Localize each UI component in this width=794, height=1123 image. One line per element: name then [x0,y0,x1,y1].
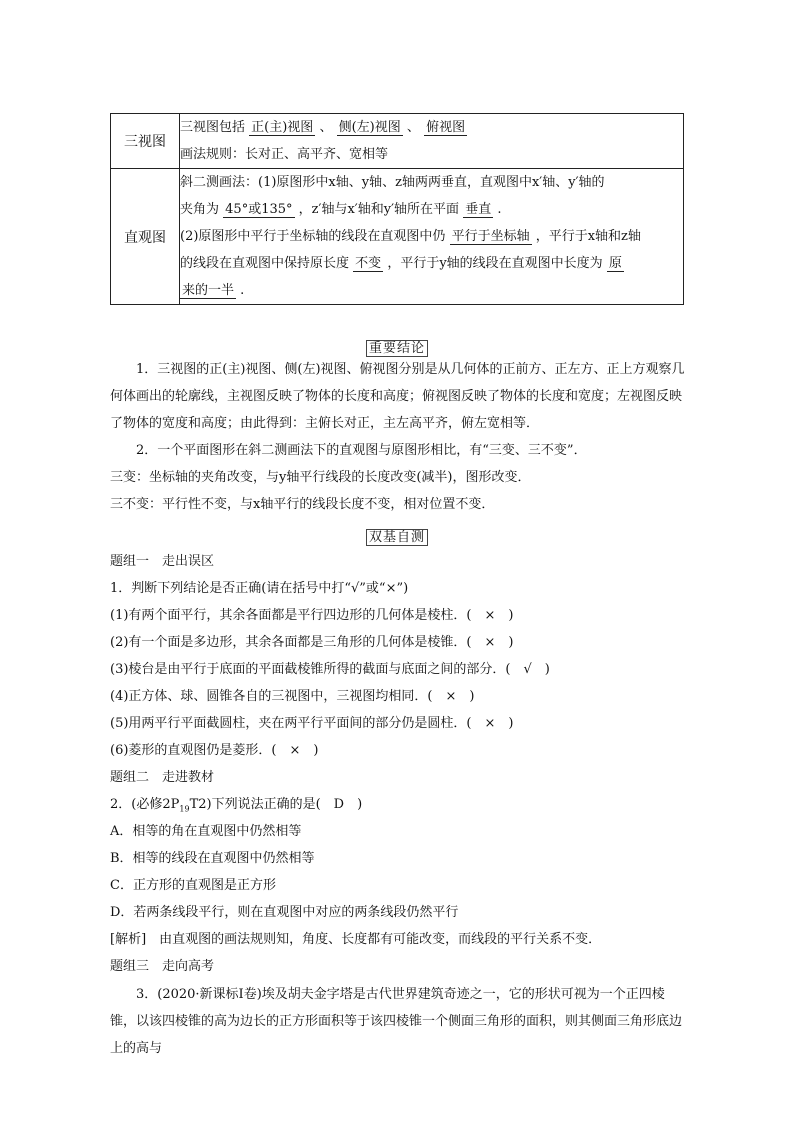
group-title: 题组一 走出误区 [110,554,215,569]
blank-answer: 来的一半 [182,283,235,298]
table-line: 斜二测画法：(1)原图形中x轴、y轴、z轴两两垂直，直观图中x′轴、y′轴的 [180,175,605,190]
blank-answer: 垂直 [465,202,492,217]
row-label: 直观图 [111,169,180,305]
table-line: (2)原图形中平行于坐标轴的线段在直观图中仍 平行于坐标轴 ，平行于x轴和z轴 [180,229,641,244]
blank-answer: 不变 [355,256,382,271]
row-label: 三视图 [111,114,180,169]
blank-answer: 45°或135° [225,202,293,217]
summary-table [110,113,684,305]
option-a: A．相等的角在直观图中仍然相等 [110,824,302,839]
conclusion-paragraph-3: 三变：坐标轴的夹角改变，与y轴平行线段的长度改变(减半)，图形改变． [110,470,531,485]
table-line: 夹角为 45°或135° ，z′轴与x′轴和y′轴所在平面 垂直 . [180,202,502,217]
section-heading-selftest: 双基自测 [0,526,794,545]
table-line: 来的一半 . [182,283,245,298]
group-title: 题组二 走进教材 [110,770,215,785]
row-content [180,169,684,305]
blank-answer: 俯视图 [426,120,466,135]
table-line: 画法规则：长对正、高平齐、宽相等 [180,147,389,162]
table-row [111,114,684,169]
list-item: (5)用两平行平面截圆柱，夹在两平行平面间的部分仍是圆柱．( × ) [110,716,514,731]
option-d: D．若两条线段平行，则在直观图中对应的两条线段仍然平行 [110,905,459,920]
table-row [111,169,684,305]
blank-answer: 平行于坐标轴 [451,229,530,244]
question-1: 1．判断下列结论是否正确(请在括号中打“√”或“×”) [110,581,409,596]
list-item: (6)菱形的直观图仍是菱形．( × ) [110,743,319,758]
section-heading-conclusions: 重要结论 [0,337,794,356]
conclusion-paragraph-4: 三不变：平行性不变，与x轴平行的线段长度不变，相对位置不变． [110,497,495,512]
blank-answer: 侧(左)视图 [338,120,401,135]
row-content [180,114,684,169]
blank-answer: 原 [608,256,622,271]
blank-answer: 正(主)视图 [251,120,314,135]
group-title: 题组三 走向高考 [110,959,215,974]
question-2: 2．(必修$2P_{19}T2$)下列说法正确的是( D ) [110,797,363,814]
analysis: [解析] 由直观图的画法规则知，角度、长度都有可能改变，而线段的平行关系不变． [110,932,602,947]
table-line: 的线段在直观图中保持原长度 不变 ，平行于y轴的线段在直观图中长度为 原 [180,256,622,271]
list-item: (4)正方体、球、圆锥各自的三视图中，三视图均相同．( × ) [110,689,475,704]
option-b: B．相等的线段在直观图中仍然相等 [110,851,315,866]
list-item: (1)有两个面平行，其余各面都是平行四边形的几何体是棱柱．( × ) [110,608,514,623]
list-item: (2)有一个面是多边形，其余各面都是三角形的几何体是棱锥．( × ) [110,635,514,650]
list-item: (3)棱台是由平行于底面的平面截棱锥所得的截面与底面之间的部分．( √ ) [110,662,550,677]
conclusion-paragraph-1: 1．三视图的正(主)视图、侧(左)视图、俯视图分别是从几何体的正前方、正左方、正上方观察几何体画出的轮廓线，主视图反映了物体的长度和高度；俯视图反映了物体的长度和宽度；左视图反映了物体的宽度和高度；由此得到：主俯长对正，主左高平齐，俯左宽相等． [110,362,685,431]
question-3: 3．(2020·新课标Ⅰ卷)埃及胡夫金字塔是古代世界建筑奇迹之一，它的形状可视为一个正四棱锥，以该四棱锥的高为边长的正方形面积等于该四棱锥一个侧面三角形的面积，则其侧面三角形底边上的高与 [110,987,683,1056]
conclusion-paragraph-2: 2．一个平面图形在斜二测画法下的直观图与原图形相比，有“三变、三不变”． [136,443,587,458]
option-c: C．正方形的直观图是正方形 [110,878,276,893]
table-line: 三视图包括 正(主)视图 、 侧(左)视图 、 俯视图 [180,120,466,135]
